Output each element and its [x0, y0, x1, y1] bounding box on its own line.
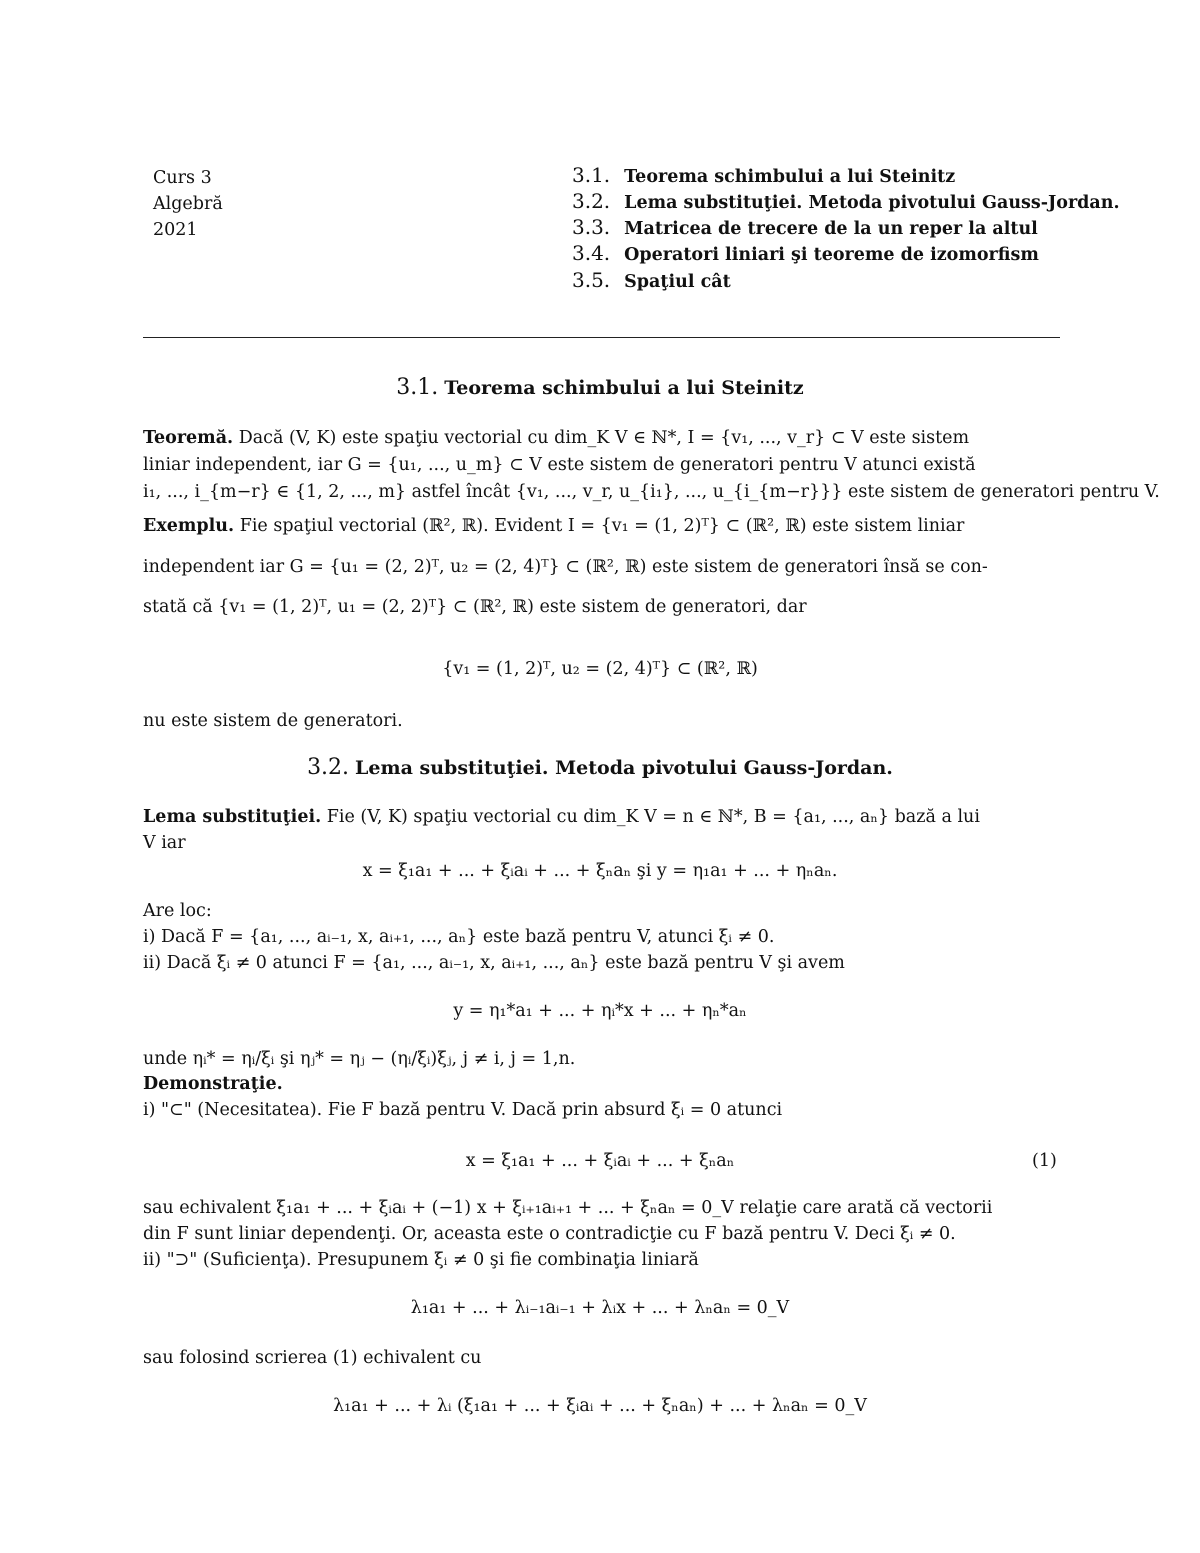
example-line-3: stată că {v₁ = (1, 2)ᵀ, u₁ = (2, 2)ᵀ} ⊂ (ℝ², ℝ) este sistem de generatori, dar: [143, 597, 807, 617]
section-number: 3.2.: [307, 755, 350, 780]
lemma-line-2: V iar: [143, 833, 186, 853]
equation-1: x = ξ₁a₁ + ... + ξᵢaᵢ + ... + ξₙaₙ: [465, 1151, 735, 1171]
toc-number: 3.3.: [572, 215, 611, 239]
theorem-line-3: i₁, ..., i_{m−r} ∈ {1, 2, ..., m} astfel încât {v₁, ..., v_r, u_{i₁}, ..., u_{i_{m−r}}} este sistem de generatori pentru V.: [143, 482, 1160, 502]
example-label: Exemplu.: [143, 516, 235, 536]
toc-item-3-4: [572, 241, 1039, 265]
section-heading: Lema substituţiei. Metoda pivotului Gauss-Jordan.: [355, 757, 893, 779]
toc-number: 3.1.: [572, 163, 611, 187]
example-line-1: [143, 514, 964, 538]
toc-item-3-5: [572, 268, 731, 292]
theorem-label: Teoremă.: [143, 428, 234, 448]
item-ii: ii) Dacă ξᵢ ≠ 0 atunci F = {a₁, ..., aᵢ₋₁, x, aᵢ₊₁, ..., aₙ} este bază pentru V şi avem: [143, 953, 845, 973]
toc-number: 3.4.: [572, 241, 611, 265]
theorem-line-2: liniar independent, iar G = {u₁, ..., u_m} ⊂ V este sistem de generatori pentru V atunci există: [143, 455, 976, 475]
proof-ii: ii) "⊃" (Suficienţa). Presupunem ξᵢ ≠ 0 şi fie combinaţia liniară: [143, 1250, 699, 1270]
proof-label: Demonstraţie.: [143, 1074, 283, 1094]
year-label: 2021: [153, 220, 198, 240]
toc-item-3-2: [572, 189, 1120, 213]
example-text: Fie spaţiul vectorial (ℝ², ℝ). Evident I = {v₁ = (1, 2)ᵀ} ⊂ (ℝ², ℝ) este sistem liniar: [234, 516, 965, 536]
equation-y: y = η₁*a₁ + ... + ηᵢ*x + ... + ηₙ*aₙ: [453, 1001, 747, 1021]
are-loc: Are loc:: [143, 901, 212, 921]
toc-number: 3.2.: [572, 189, 611, 213]
example-line-2: independent iar G = {u₁ = (2, 2)ᵀ, u₂ = (2, 4)ᵀ} ⊂ (ℝ², ℝ) este sistem de generatori însă se con-: [143, 557, 988, 577]
equation-lambda: λ₁a₁ + ... + λᵢ₋₁aᵢ₋₁ + λᵢx + ... + λₙaₙ = 0_V: [410, 1298, 790, 1318]
theorem-text: Dacă (V, K) este spaţiu vectorial cu dim_K V ∈ ℕ*, I = {v₁, ..., v_r} ⊂ V este sistem: [233, 428, 970, 448]
section-heading: Teorema schimbului a lui Steinitz: [444, 377, 804, 399]
course-label: Curs 3: [153, 168, 212, 188]
toc-title: Spaţiul cât: [624, 272, 731, 292]
proof-line-sau: sau echivalent ξ₁a₁ + ... + ξᵢaᵢ + (−1) x + ξᵢ₊₁aᵢ₊₁ + ... + ξₙaₙ = 0_V relaţie care arată că vectorii: [143, 1198, 993, 1218]
lemma-text: Fie (V, K) spaţiu vectorial cu dim_K V = n ∈ ℕ*, B = {a₁, ..., aₙ} bază a lui: [321, 807, 980, 827]
example-conclusion: nu este sistem de generatori.: [143, 711, 403, 731]
section-title-3-2: [0, 756, 1200, 780]
theorem-line-1: [143, 426, 969, 450]
toc-number: 3.5.: [572, 268, 611, 292]
toc-item-3-1: [572, 163, 955, 187]
equation-x-y: x = ξ₁a₁ + ... + ξᵢaᵢ + ... + ξₙaₙ şi y = η₁a₁ + ... + ηₙaₙ.: [362, 861, 838, 881]
header-divider: [143, 337, 1060, 338]
subject-label: Algebră: [153, 194, 223, 214]
toc-title: Operatori liniari şi teoreme de izomorfism: [624, 245, 1039, 265]
section-title-3-1: [0, 376, 1200, 400]
item-i: i) Dacă F = {a₁, ..., aᵢ₋₁, x, aᵢ₊₁, ..., aₙ} este bază pentru V, atunci ξᵢ ≠ 0.: [143, 927, 775, 947]
toc-title: Teorema schimbului a lui Steinitz: [624, 167, 956, 187]
equation-lambda-2: λ₁a₁ + ... + λᵢ (ξ₁a₁ + ... + ξᵢaᵢ + ... + ξₙaₙ) + ... + λₙaₙ = 0_V: [333, 1396, 867, 1416]
proof-line-sau-folosind: sau folosind scrierea (1) echivalent cu: [143, 1348, 482, 1368]
lemma-label: Lema substituţiei.: [143, 807, 322, 827]
section-number: 3.1.: [396, 375, 439, 400]
proof-line-din: din F sunt liniar dependenţi. Or, aceasta este o contradicţie cu F bază pentru V. Deci ξᵢ ≠ 0.: [143, 1224, 956, 1244]
proof-i: i) "⊂" (Necesitatea). Fie F bază pentru V. Dacă prin absurd ξᵢ = 0 atunci: [143, 1100, 783, 1120]
toc-item-3-3: [572, 215, 1038, 239]
example-display-equation: {v₁ = (1, 2)ᵀ, u₂ = (2, 4)ᵀ} ⊂ (ℝ², ℝ): [442, 659, 758, 679]
equation-number: (1): [1032, 1151, 1057, 1171]
lemma-line-1: [143, 805, 980, 829]
toc-title: Lema substituţiei. Metoda pivotului Gauss-Jordan.: [624, 193, 1120, 213]
toc-title: Matricea de trecere de la un reper la altul: [624, 219, 1038, 239]
unde-line: unde ηᵢ* = ηᵢ/ξᵢ şi ηⱼ* = ηⱼ − (ηᵢ/ξᵢ)ξⱼ, j ≠ i, j = 1,n.: [143, 1049, 576, 1069]
